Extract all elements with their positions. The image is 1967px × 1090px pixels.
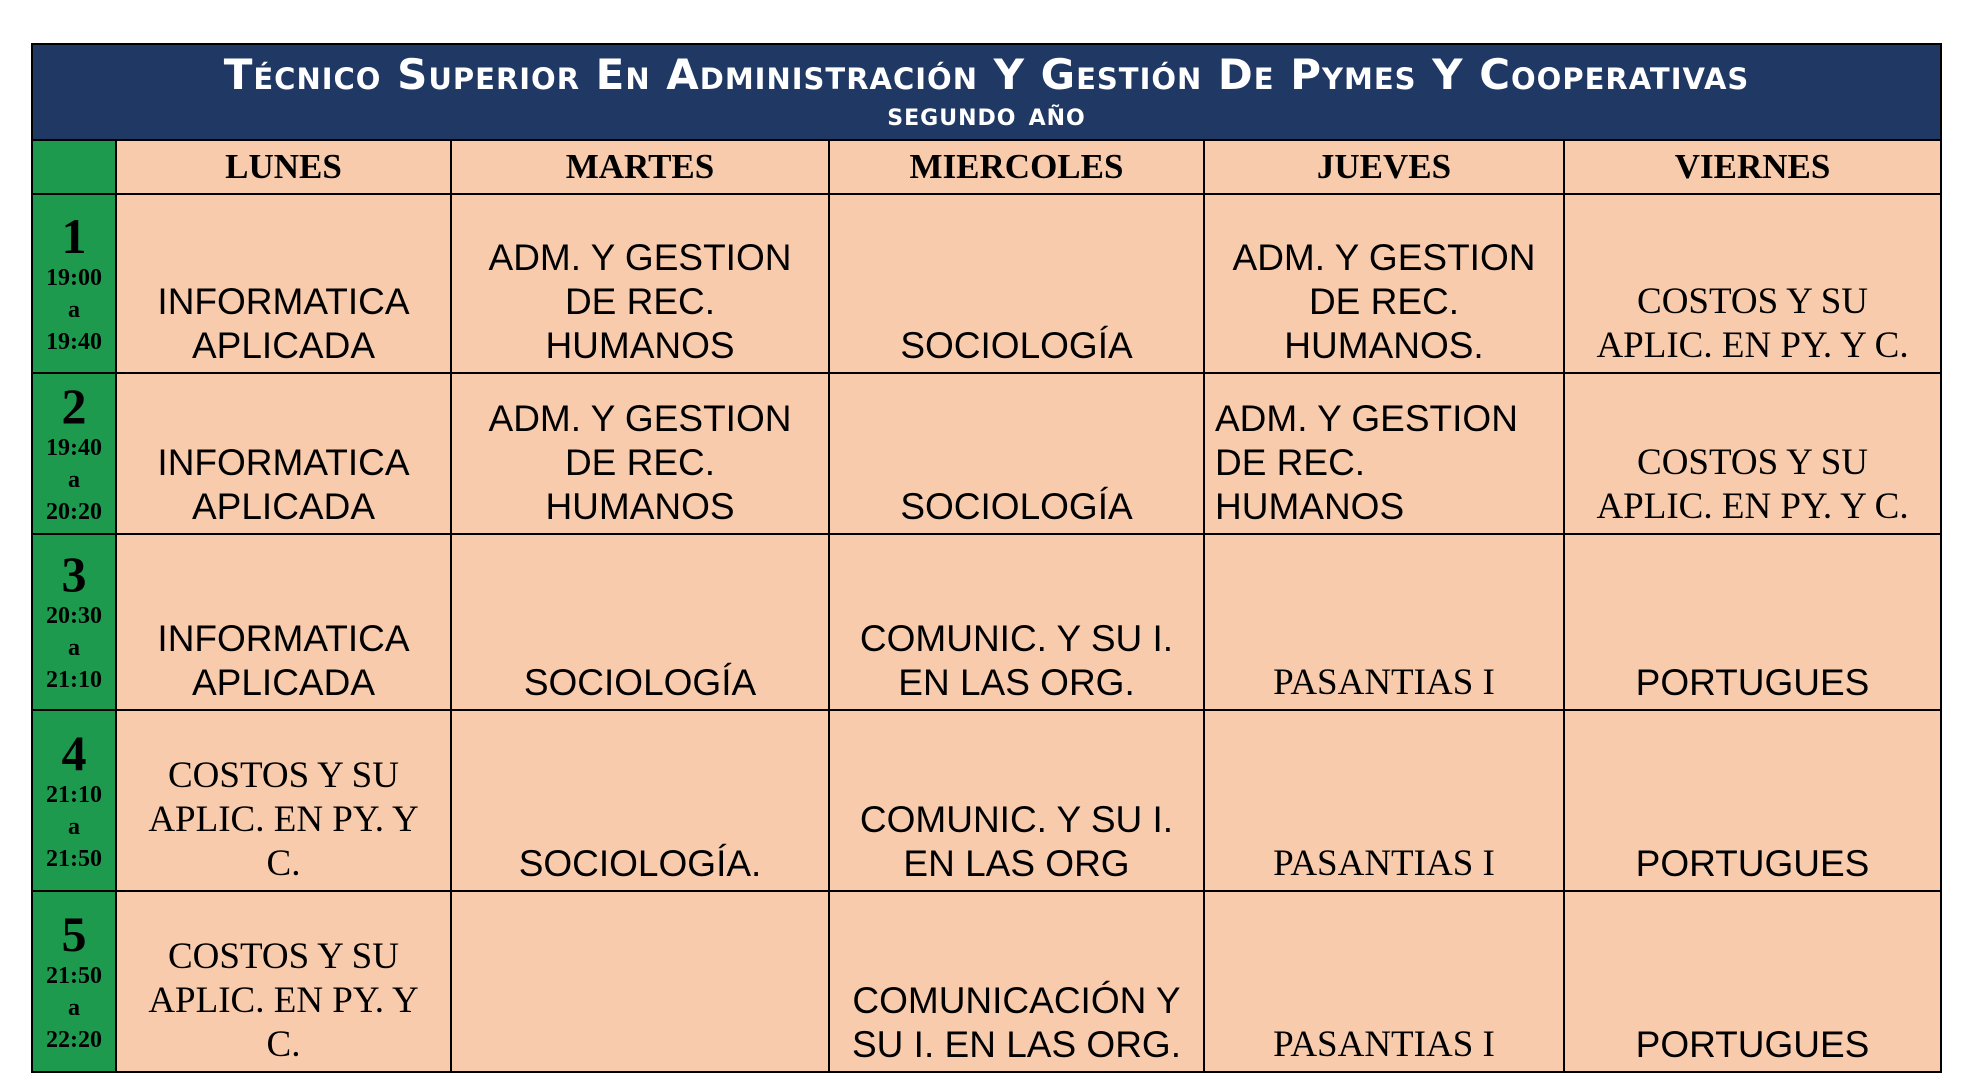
period-row xyxy=(32,534,1941,710)
class-cell-friday: COSTOS Y SU APLIC. EN PY. Y C. xyxy=(1564,373,1941,534)
class-cell-wednesday: COMUNICACIÓN Y SU I. EN LAS ORG. xyxy=(829,891,1204,1072)
class-cell-monday: COSTOS Y SU APLIC. EN PY. Y C. xyxy=(116,891,451,1072)
period-number: 5 xyxy=(61,905,87,962)
period-end-time: 19:40 xyxy=(46,328,102,355)
period-cell xyxy=(32,891,116,1072)
period-number: 3 xyxy=(61,546,87,602)
class-cell-friday: PORTUGUES xyxy=(1564,710,1941,891)
period-time-separator: a xyxy=(68,296,80,323)
class-cell-wednesday: SOCIOLOGÍA xyxy=(829,373,1204,534)
class-cell-friday: PORTUGUES xyxy=(1564,534,1941,710)
class-cell-thursday: ADM. Y GESTION DE REC. HUMANOS. xyxy=(1204,194,1564,373)
class-cell-monday: INFORMATICA APLICADA xyxy=(116,373,451,534)
schedule-title: Técnico Superior En Administración Y Gestión De Pymes Y Cooperativas xyxy=(223,50,1750,99)
class-cell-monday: INFORMATICA APLICADA xyxy=(116,194,451,373)
period-cell xyxy=(32,194,116,373)
period-row xyxy=(32,891,1941,1072)
period-start-time: 21:50 xyxy=(46,962,102,989)
day-header-monday: LUNES xyxy=(116,140,451,194)
period-row xyxy=(32,373,1941,534)
title-row xyxy=(32,44,1941,140)
day-header-thursday: JUEVES xyxy=(1204,140,1564,194)
period-number: 1 xyxy=(61,207,87,264)
day-header-tuesday: MARTES xyxy=(451,140,829,194)
period-time-separator: a xyxy=(68,813,80,840)
period-time-separator: a xyxy=(68,466,80,493)
period-start-time: 19:40 xyxy=(46,434,102,461)
class-cell-monday: COSTOS Y SU APLIC. EN PY. Y C. xyxy=(116,710,451,891)
period-end-time: 21:50 xyxy=(46,845,102,872)
period-time-separator: a xyxy=(68,994,80,1021)
day-header-wednesday: MIERCOLES xyxy=(829,140,1204,194)
class-cell-tuesday: ADM. Y GESTION DE REC. HUMANOS xyxy=(451,194,829,373)
period-end-time: 22:20 xyxy=(46,1026,102,1053)
period-end-time: 21:10 xyxy=(46,667,102,693)
class-cell-friday: COSTOS Y SU APLIC. EN PY. Y C. xyxy=(1564,194,1941,373)
period-number: 4 xyxy=(61,724,87,781)
class-cell-tuesday: ADM. Y GESTION DE REC. HUMANOS xyxy=(451,373,829,534)
class-cell-thursday: PASANTIAS I xyxy=(1204,710,1564,891)
period-cell xyxy=(32,373,116,534)
class-cell-wednesday: COMUNIC. Y SU I. EN LAS ORG xyxy=(829,710,1204,891)
corner-cell xyxy=(32,140,116,194)
period-cell xyxy=(32,710,116,891)
period-start-time: 20:30 xyxy=(46,603,102,629)
period-row xyxy=(32,710,1941,891)
class-cell-tuesday: SOCIOLOGÍA. xyxy=(451,710,829,891)
class-cell-wednesday: COMUNIC. Y SU I. EN LAS ORG. xyxy=(829,534,1204,710)
class-cell-thursday: PASANTIAS I xyxy=(1204,891,1564,1072)
period-cell xyxy=(32,534,116,710)
period-start-time: 19:00 xyxy=(46,264,102,291)
class-cell-monday: INFORMATICA APLICADA xyxy=(116,534,451,710)
class-cell-tuesday: SOCIOLOGÍA xyxy=(451,534,829,710)
period-row xyxy=(32,194,1941,373)
day-header-row xyxy=(32,140,1941,194)
class-cell-tuesday xyxy=(451,891,829,1072)
class-cell-thursday: PASANTIAS I xyxy=(1204,534,1564,710)
class-cell-thursday: ADM. Y GESTION DE REC. HUMANOS xyxy=(1204,373,1564,534)
period-end-time: 20:20 xyxy=(46,498,102,525)
day-header-friday: VIERNES xyxy=(1564,140,1941,194)
class-cell-wednesday: SOCIOLOGÍA xyxy=(829,194,1204,373)
schedule-table xyxy=(31,43,1942,1073)
schedule-body xyxy=(32,194,1941,1072)
title-banner xyxy=(32,44,1941,140)
class-cell-friday: PORTUGUES xyxy=(1564,891,1941,1072)
period-start-time: 21:10 xyxy=(46,781,102,808)
period-number: 2 xyxy=(61,377,87,434)
period-time-separator: a xyxy=(68,635,80,661)
schedule-subtitle: segundo año xyxy=(887,95,1086,133)
